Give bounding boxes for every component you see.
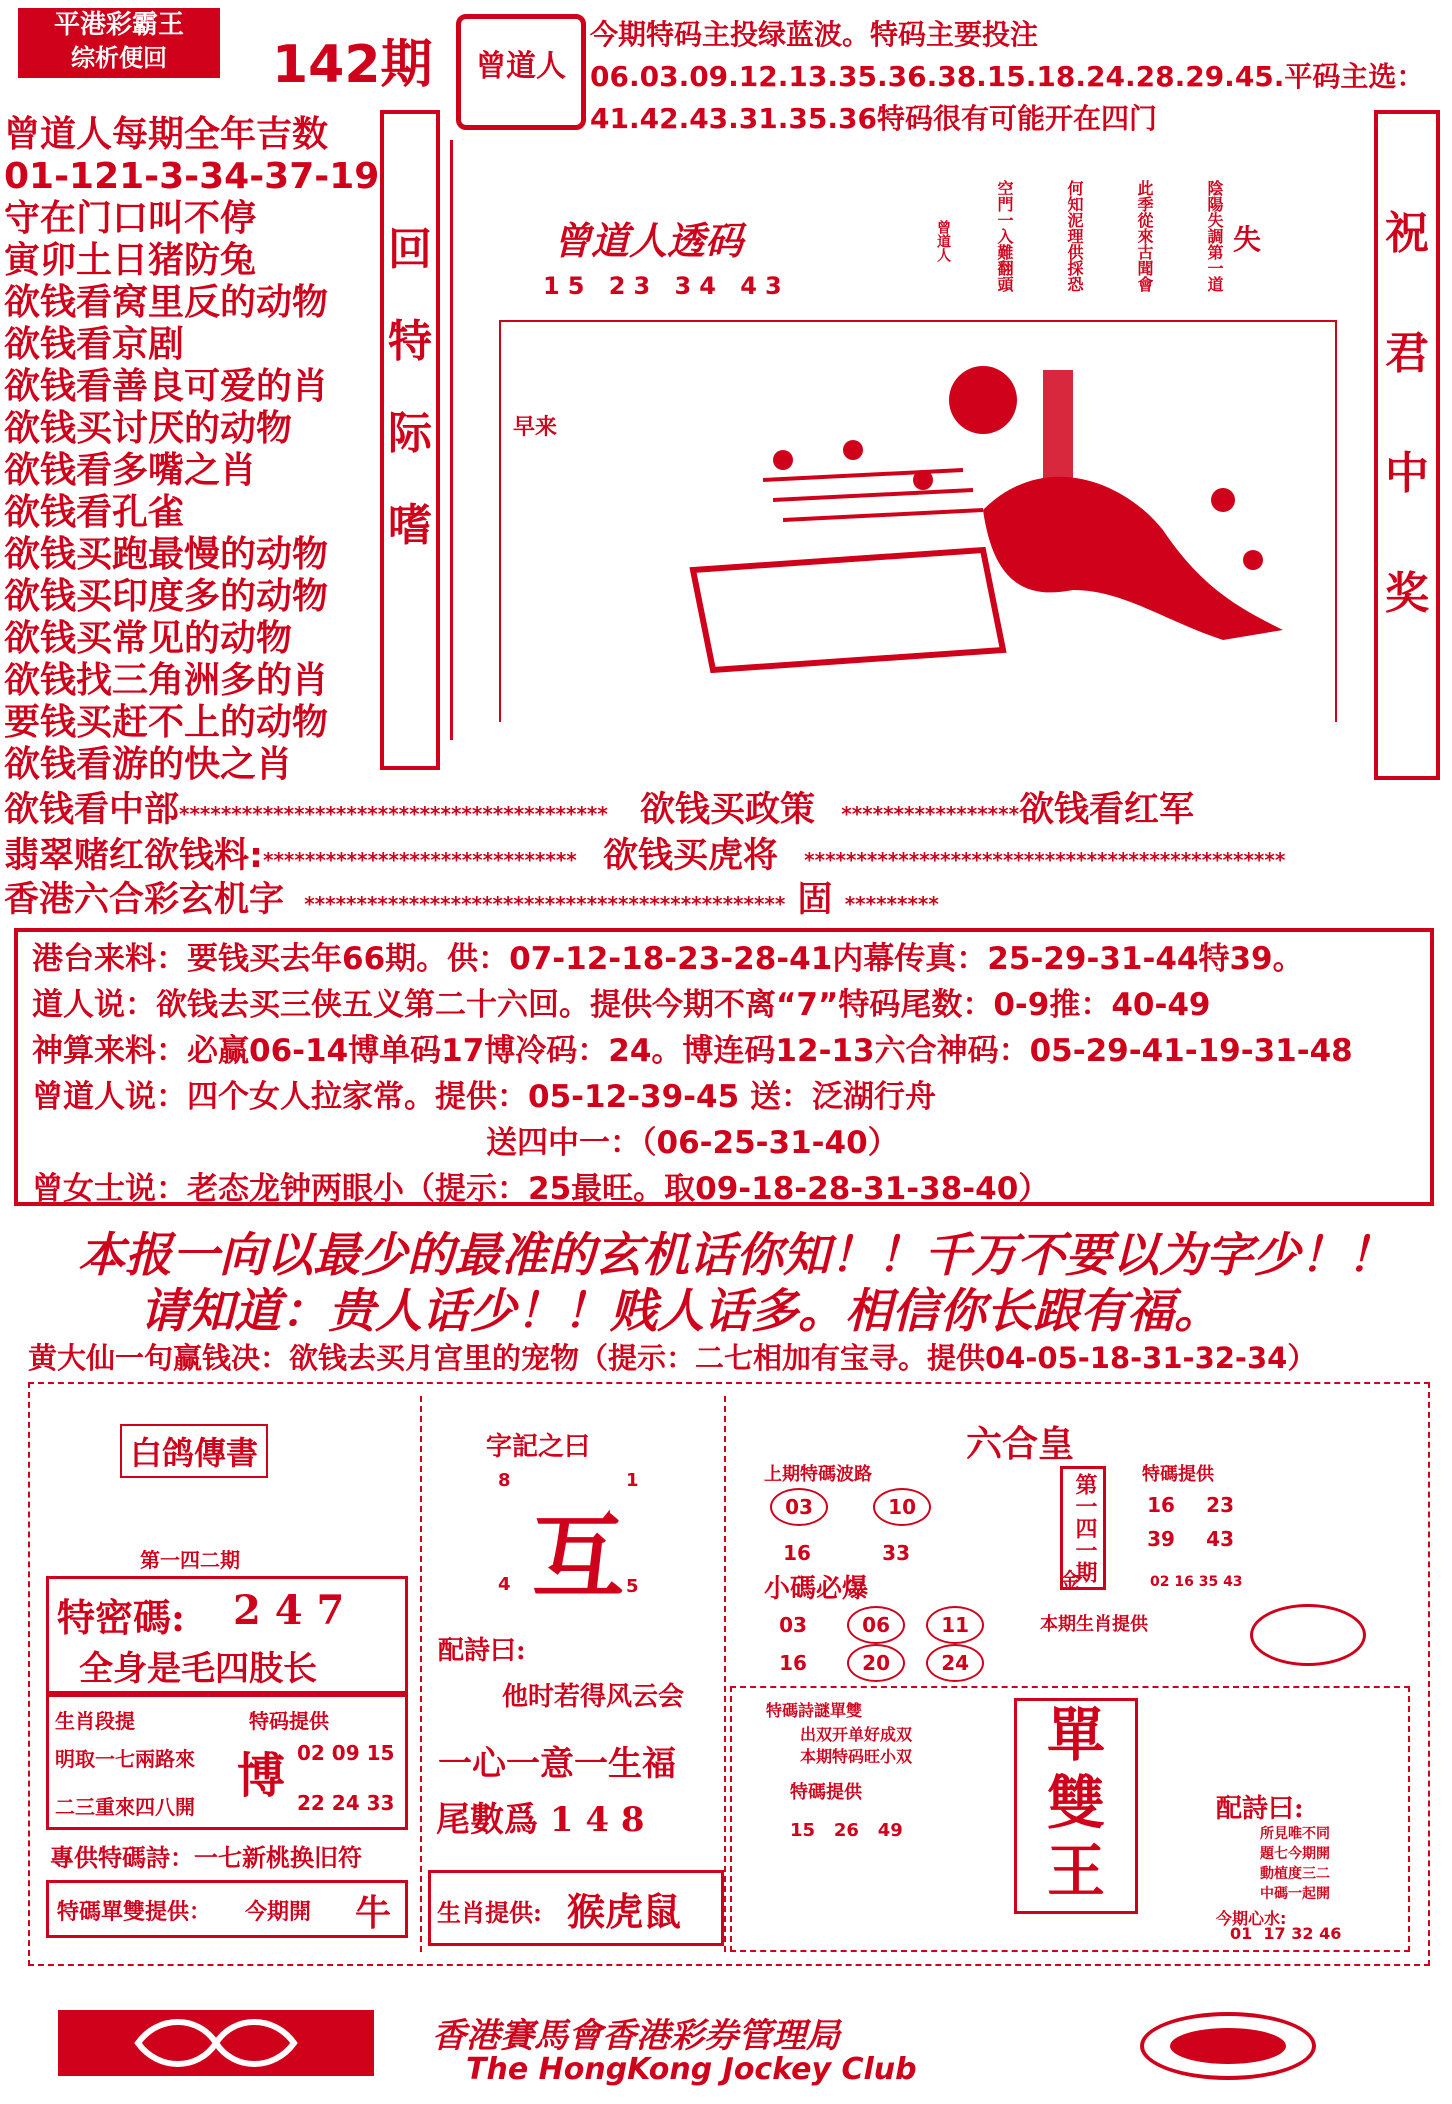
issue-number: 142期: [272, 35, 433, 95]
special-poem-line: 專供特碼詩：一七新桃换旧符: [50, 1843, 362, 1872]
pigeon-issue: 第一四二期: [140, 1548, 240, 1572]
bottom-left-panel: [40, 1396, 410, 1952]
motto: 一心一意一生福: [438, 1744, 676, 1784]
hint-stars: *********: [844, 892, 939, 916]
number-circle: 16: [779, 1651, 807, 1675]
odd-text: 本期特码旺小双: [800, 1747, 913, 1766]
list-item: 01-121-3-34-37-19: [4, 156, 380, 197]
left-vertical-panel: [380, 110, 440, 770]
zodiac-label: 本期生肖提供: [1040, 1614, 1148, 1635]
vertical-char: 君: [1385, 328, 1429, 379]
poem-line: 所見唯不同: [1260, 1826, 1330, 1842]
list-item: 寅卯土日猪防兔: [4, 240, 257, 281]
king-char: 雙: [1046, 1769, 1105, 1837]
logo: [18, 8, 220, 78]
table-shape: [693, 550, 1003, 670]
small-label: 小碼必爆: [764, 1574, 869, 1604]
bottom-middle-panel: [420, 1396, 726, 1952]
list-item: 欲钱看游的快之肖: [4, 744, 293, 785]
hint-label: 特碼提供: [1142, 1464, 1214, 1485]
single-label: 特碼單雙提供：: [57, 1899, 212, 1925]
special-label: 特密碼:: [57, 1595, 186, 1640]
hint-circles: [1134, 1488, 1274, 1556]
single-double-box: [46, 1880, 408, 1938]
logo-line2: 综析便回: [71, 44, 167, 72]
king-char: 王: [1046, 1837, 1105, 1905]
zodiac-label: 生肖段提: [55, 1709, 135, 1733]
decor-dot: [1211, 488, 1235, 512]
number-circle: 33: [882, 1541, 911, 1565]
poem-line: 中碼一起開: [1260, 1886, 1330, 1902]
tail-number: 尾數爲 1 4 8: [436, 1800, 645, 1840]
figure-shape: [983, 477, 1283, 640]
hint-mid: 欲钱买虎将: [602, 836, 778, 876]
list-item: 欲钱看孔雀: [4, 492, 185, 533]
single-char: 牛: [355, 1892, 392, 1934]
left-hint-list: [4, 114, 379, 786]
king-char: 單: [1046, 1701, 1105, 1769]
seal-text: 曾道人: [476, 49, 566, 84]
small-circles: [766, 1606, 1026, 1682]
info-box: [14, 928, 1434, 1206]
number-circle: 39: [1147, 1527, 1175, 1551]
slogan-line: 请知道：贵人话少！！贱人话多。相信你长跟有福。: [140, 1284, 1221, 1339]
list-item: 欲钱看京剧: [4, 324, 185, 365]
heart-label: 今期心水:: [1216, 1909, 1287, 1928]
big-char: 互: [532, 1503, 625, 1611]
hint-stars: ******************************: [263, 848, 577, 872]
vertical-note: 陰陽失調第一道: [1205, 180, 1224, 292]
slogan-line: 本报一向以最少的最准的玄机话你知！！千万不要以为字少！！: [78, 1228, 1394, 1283]
header-notice: 今期特码主投绿蓝波。特码主要投注06.03.09.12.13.35.36.38.15.18.24.28.29.45.平码主选：41.42.43.31.35.36特码很有可能开在四门: [590, 18, 1425, 135]
poem-label: 配詩曰:: [1216, 1794, 1304, 1824]
decor-dot: [1243, 550, 1263, 570]
zodiac-box: [46, 1694, 408, 1830]
emblem: [1250, 1604, 1366, 1666]
corner-number: 5: [626, 1576, 639, 1597]
info-line: 曾女士说：老态龙钟两眼小（提示：25最旺。取09-18-28-31-38-40）: [32, 1171, 1050, 1207]
knot-icon: [58, 2010, 374, 2076]
bo-char: 博: [237, 1748, 286, 1804]
zodiac-text: 二三重來四八開: [55, 1795, 195, 1819]
vertical-char: 嗜: [388, 500, 432, 551]
number-circle: 24: [926, 1644, 984, 1682]
list-item: 要钱买赶不上的动物: [4, 702, 329, 743]
bottom-right-panel: [730, 1396, 1420, 1952]
odd-label: 特碼詩謎單雙: [766, 1701, 863, 1720]
picture-numbers: 15 23 34 43: [543, 272, 790, 300]
seal: [456, 14, 586, 130]
vertical-note: 曾道人: [935, 220, 951, 262]
word-title: 字記之曰: [486, 1432, 591, 1462]
number-circle: 23: [1206, 1493, 1235, 1517]
tm-label: 特碼提供: [790, 1782, 862, 1803]
zodiac-text: 明取一七兩路來: [55, 1747, 195, 1771]
special-poem: 全身是毛四肢长: [79, 1649, 317, 1689]
small-nums: 02 16 35 43: [1150, 1574, 1243, 1590]
list-item: 欲钱看善良可爱的肖: [4, 366, 329, 407]
hint-mid: 欲钱买政策: [640, 790, 816, 830]
number-circle: 16: [1147, 1493, 1175, 1517]
poem-line: 動植度三二: [1260, 1866, 1330, 1882]
hint-row: [4, 828, 1285, 878]
footer-chinese: 香港賽馬會香港彩券管理局: [432, 2016, 840, 2056]
corner-number: 1: [626, 1470, 639, 1491]
pigeon-title: 白鸽傳書: [120, 1424, 268, 1478]
wong-tai-sin-line: 黄大仙一句赢钱决：欲钱去买月宫里的宠物（提示：二七相加有宝寻。提供04-05-18-31-32-34）: [28, 1341, 1317, 1375]
logo-line1: 平港彩霸王: [53, 10, 184, 40]
number-circle: 03: [770, 1488, 828, 1526]
hint-row: [4, 782, 1194, 832]
picture-title: 曾道人透码: [553, 218, 744, 263]
hint-stars: **********************************************: [304, 892, 786, 916]
vertical-char: 际: [388, 408, 432, 459]
number-circle: 20: [847, 1644, 905, 1682]
hint-stars: *****************************************: [179, 802, 608, 826]
zodiac-provide-box: [428, 1870, 724, 1946]
number-circle: 03: [779, 1613, 807, 1637]
corner-number: 4: [498, 1574, 511, 1595]
list-item: 欲钱看多嘴之肖: [4, 450, 257, 491]
tm-nums: 15 26 49: [790, 1820, 903, 1841]
info-line: 道人说：欲钱去买三侠五义第二十六回。提供今期不离“7”特码尾数：0-9推：40-49: [32, 987, 1211, 1023]
hint-stars: **********************************************: [804, 848, 1286, 872]
footer-logo-right: [1140, 2012, 1316, 2080]
number-circle: 11: [926, 1606, 984, 1644]
last-label: 上期特碼波路: [764, 1464, 872, 1485]
number-circle: 06: [847, 1606, 905, 1644]
decor-lines: [763, 470, 983, 520]
single-value: 今期開: [245, 1899, 312, 1925]
vertical-note: 空門一入難翻頭: [995, 180, 1014, 292]
picture-vertical-notes: [923, 180, 1223, 300]
poem-line: 題七今期開: [1260, 1846, 1330, 1862]
decor-dot: [773, 450, 793, 470]
list-item: 欲钱买跑最慢的动物: [4, 534, 329, 575]
vertical-note: 何知泥理供採恐: [1065, 180, 1084, 292]
footer-logo-left: [58, 2010, 374, 2076]
sun-shape: [949, 366, 1017, 434]
info-line: 曾道人说：四个女人拉家常。提供：05-12-39-45 送：泛湖行舟: [32, 1079, 936, 1115]
right-vertical-panel: [1374, 110, 1440, 780]
info-line: 神算来料：必赢06-14博单码17博冷码：24。博连码12-13六合神码：05-29-41-19-31-48: [32, 1033, 1353, 1069]
footer-english: The HongKong Jockey Club: [466, 2052, 917, 2087]
list-item: 欲钱买常见的动物: [4, 618, 293, 659]
odd-text: 出双开单好成双: [800, 1725, 913, 1744]
tm-nums: 22 24 33: [297, 1791, 395, 1815]
hint-right: 欲钱看红军: [1019, 790, 1195, 830]
hint-row: [4, 872, 939, 922]
special-nums: 2 4 7: [233, 1587, 345, 1634]
decor-dot: [843, 440, 863, 460]
list-item: 欲钱买讨厌的动物: [4, 408, 293, 449]
number-circle: 16: [783, 1541, 811, 1565]
zodiac-label: 生肖提供:: [437, 1898, 542, 1927]
tm-nums: 02 09 15: [297, 1741, 395, 1765]
illustration-panel: [450, 140, 1363, 740]
poem-line: 他时若得风云会: [502, 1682, 685, 1712]
illustration-art: [603, 330, 1323, 710]
zodiac-value: 猴虎鼠: [567, 1889, 682, 1934]
hint-left: 翡翠赌红欲钱料:: [4, 836, 263, 876]
list-item: 欲钱买印度多的动物: [4, 576, 329, 617]
emblem-icon: [1144, 2016, 1312, 2076]
number-circle: 10: [873, 1488, 931, 1526]
info-line: 港台来料：要钱买去年66期。供：07-12-18-23-28-41内幕传真：25-29-31-44特39。: [32, 941, 1304, 977]
list-item: 欲钱找三角洲多的肖: [4, 660, 329, 701]
list-item: 守在门口叫不停: [4, 198, 257, 239]
single-double-king: [1014, 1698, 1138, 1914]
number-circle: 43: [1206, 1527, 1235, 1551]
vertical-char: 奖: [1385, 568, 1429, 619]
list-item: 曾道人每期全年吉数: [4, 114, 329, 155]
picture-top-mark: 失: [1233, 223, 1262, 256]
vertical-char: 中: [1385, 448, 1429, 499]
brand-title: 六合皇: [966, 1423, 1075, 1465]
vertical-note: 此季從來古聞會: [1135, 180, 1154, 292]
hint-stars: *****************: [841, 802, 1020, 826]
list-item: 欲钱看窝里反的动物: [4, 282, 329, 323]
special-code-box: [46, 1576, 408, 1694]
period-char: 金: [1060, 1568, 1080, 1592]
picture-side-label: 早来: [513, 415, 558, 440]
poem-lines: [1260, 1824, 1330, 1904]
poem-label: 配詩曰:: [438, 1636, 526, 1666]
vertical-char: 祝: [1385, 208, 1429, 259]
heart-nums: 01 17 32 46: [1230, 1924, 1342, 1943]
tm-label: 特码提供: [249, 1709, 329, 1733]
hint-left: 欲钱看中部: [4, 790, 180, 830]
corner-number: 8: [498, 1470, 511, 1491]
vertical-char: 回: [388, 224, 432, 275]
vertical-char: 特: [388, 316, 432, 367]
info-line: 送四中一：（06-25-31-40）: [486, 1125, 899, 1161]
period-box: 第一四一期: [1060, 1466, 1106, 1590]
last-circles: [770, 1488, 970, 1570]
hint-left: 香港六合彩玄机字: [4, 880, 285, 920]
hint-mid: 固: [797, 880, 833, 920]
